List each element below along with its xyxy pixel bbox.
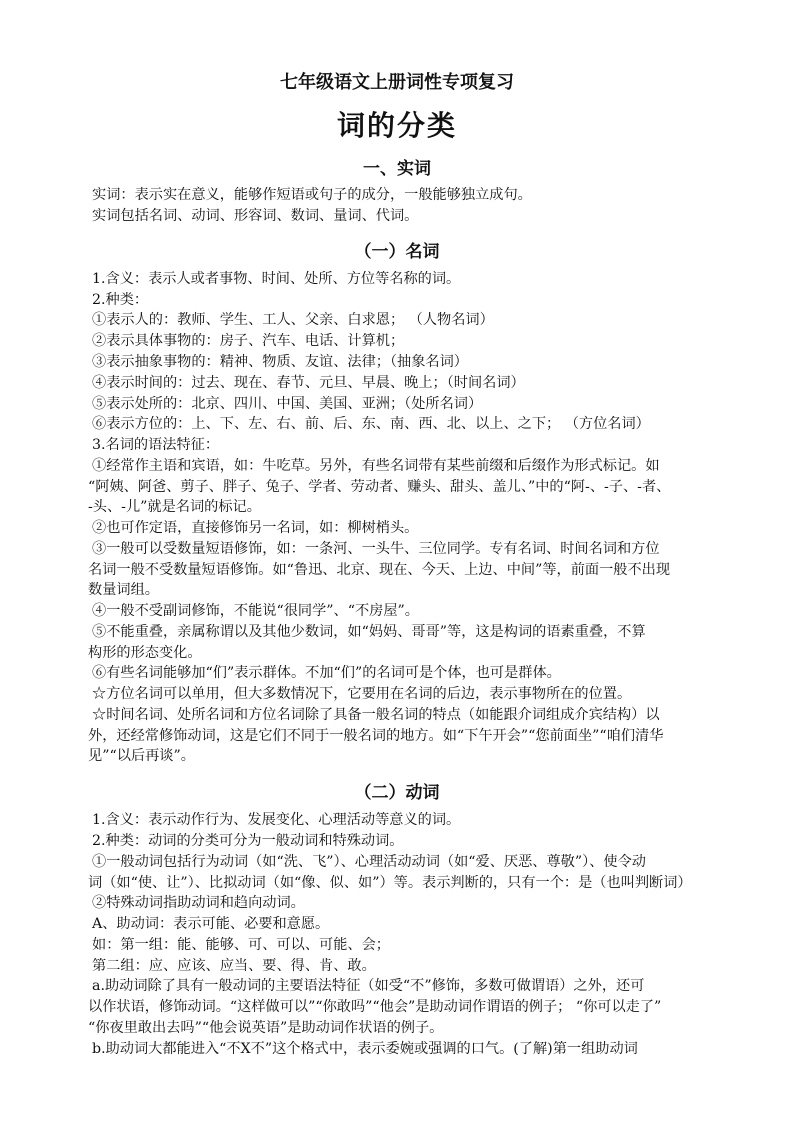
- paragraph-line: b.助动词大都能进入“不X不”这个格式中，表示委婉或强调的口气。(了解)第一组助动词: [92, 1041, 638, 1057]
- document-title: 七年级语文上册词性专项复习: [280, 72, 514, 93]
- paragraph-line: -头、-儿”就是名词的标记。: [88, 499, 261, 515]
- paragraph-line: a.助动词除了具有一般动词的主要语法特征（如受“不”修饰，多数可做谓语）之外，还可: [92, 978, 645, 994]
- paragraph-line: ②也可作定语，直接修饰另一名词，如：柳树梢头。: [92, 520, 419, 536]
- list-item: ①表示人的：教师、学生、工人、父亲、白求恩； （人物名词）: [92, 312, 494, 328]
- paragraph-line: ☆时间名词、处所名词和方位名词除了具备一般名词的特点（如能跟介词组成介宾结构）以: [92, 707, 660, 723]
- paragraph-line: 实词包括名词、动词、形容词、数词、量词、代词。: [92, 208, 419, 224]
- paragraph-line: ②特殊动词指助动词和趋向动词。: [92, 895, 305, 911]
- list-item: ④表示时间的：过去、现在、春节、元旦、早晨、晚上；（时间名词）: [92, 375, 525, 391]
- list-item: ⑤表示处所的：北京、四川、中国、美国、亚洲；（处所名词）: [92, 396, 483, 412]
- paragraph-line: 如：第一组：能、能够、可、可以、可能、会；: [92, 937, 390, 953]
- paragraph-line: 1.含义：表示人或者事物、时间、处所、方位等名称的词。: [92, 271, 461, 287]
- list-item: ③表示抽象事物的：精神、物质、友谊、法律；（抽象名词）: [92, 354, 468, 370]
- section-heading-nouns: （一）名词: [354, 242, 440, 262]
- paragraph-line: ①经常作主语和宾语，如：牛吃草。另外，有些名词带有某些前缀和后缀作为形式标记。如: [92, 458, 660, 474]
- paragraph-line: ①一般动词包括行为动词（如“洗、飞”）、心理活动动词（如“爱、厌恶、尊敬”）、使令动: [92, 854, 646, 870]
- paragraph-line: 以作状语，修饰动词。“这样做可以”“你敢吗”“他会”是助动词作谓语的例子； “你可以走了”: [88, 999, 662, 1015]
- paragraph-line: 2.种类：: [92, 292, 149, 308]
- paragraph-line: 第二组：应、应该、应当、要、得、肯、敢。: [92, 958, 376, 974]
- paragraph-line: “你夜里敢出去吗”“他会说英语”是助动词作状语的例子。: [88, 1020, 444, 1036]
- paragraph-line: 数量词组。: [88, 582, 159, 598]
- paragraph-line: 1.含义：表示动作行为、发展变化、心理活动等意义的词。: [92, 812, 461, 828]
- list-item: ⑥表示方位的：上、下、左、右、前、后、东、南、西、北、以上、之下； （方位名词）: [92, 416, 650, 432]
- section-heading-content-words: 一、实词: [363, 159, 431, 179]
- paragraph-line: 构形的形态变化。: [88, 645, 202, 661]
- paragraph-line: 实词：表示实在意义，能够作短语或句子的成分，一般能够独立成句。: [92, 187, 532, 203]
- paragraph-line: “阿姨、阿爸、剪子、胖子、兔子、学者、劳动者、赚头、甜头、盖儿、”中的“阿-、-子、-者、: [88, 479, 671, 495]
- paragraph-line: A、助动词：表示可能、必要和意愿。: [92, 916, 330, 932]
- paragraph-line: ④一般不受副词修饰，不能说“很同学”、“不房屋”。: [92, 603, 419, 619]
- paragraph-line: ⑤不能重叠，亲属称谓以及其他少数词，如“妈妈、哥哥”等，这是构词的语素重叠，不算: [92, 624, 646, 640]
- section-heading-verbs: （二）动词: [354, 783, 440, 803]
- paragraph-line: ⑥有些名词能够加“们”表示群体。不加“们”的名词可是个体，也可是群体。: [92, 665, 561, 681]
- main-title: 词的分类: [336, 109, 457, 142]
- paragraph-line: ③一般可以受数量短语修饰，如：一条河、一头牛、三位同学。专有名词、时间名词和方位: [92, 541, 660, 557]
- paragraph-line: 词（如“使、让”）、比拟动词（如“像、似、如”）等。表示判断的，只有一个：是（也叫判断词）: [88, 875, 692, 891]
- paragraph-line: 名词一般不受数量短语修饰。如“鲁迅、北京、现在、今天、上边、中间”等，前面一般不出现: [88, 562, 671, 578]
- paragraph-line: 3.名词的语法特征：: [92, 437, 220, 453]
- paragraph-line: 见”“以后再谈”。: [88, 748, 195, 764]
- list-item: ②表示具体事物的：房子、汽车、电话、计算机；: [92, 333, 405, 349]
- paragraph-line: ☆方位名词可以单用，但大多数情况下，它要用在名词的后边，表示事物所在的位置。: [92, 686, 632, 702]
- paragraph-line: 2.种类：动词的分类可分为一般动词和特殊动词。: [92, 833, 404, 849]
- paragraph-line: 外，还经常修饰动词，这是它们不同于一般名词的地方。如“下午开会”“您前面坐”“咱们清华: [88, 728, 664, 744]
